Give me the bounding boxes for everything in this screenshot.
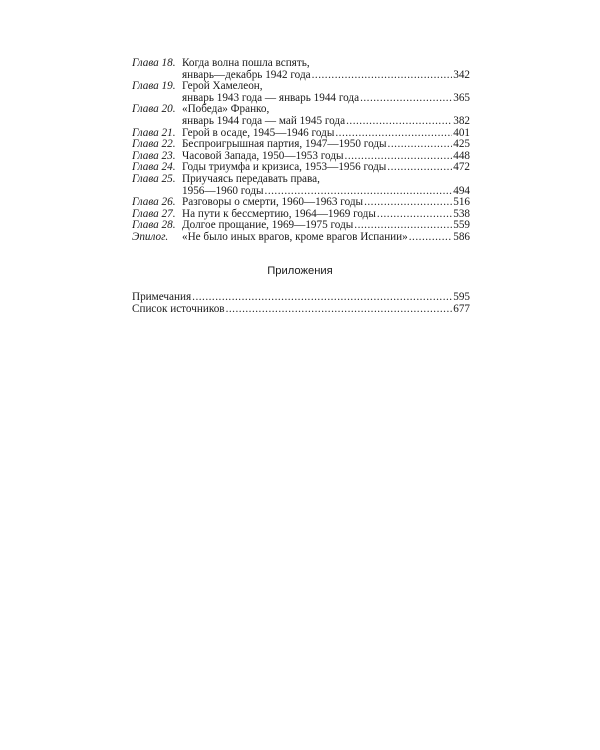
chapter-label: Глава 19. bbox=[132, 80, 176, 93]
chapter-label: Глава 18. bbox=[132, 57, 176, 69]
page-number: 425 bbox=[453, 138, 470, 151]
page-number: 516 bbox=[453, 196, 470, 209]
chapter-title-line: Годы триумфа и кризиса, 1953—1956 годы bbox=[182, 161, 387, 174]
dot-leader bbox=[226, 304, 453, 316]
page-number: 494 bbox=[453, 184, 470, 197]
dot-leader bbox=[409, 232, 452, 244]
chapter-label: Глава 25. bbox=[132, 172, 176, 185]
chapter-title-line: Часовой Запада, 1950—1953 годы bbox=[182, 149, 344, 162]
page-number: 677 bbox=[453, 302, 470, 315]
appendix-heading: Приложения bbox=[267, 265, 333, 277]
chapter-label: Глава 20. bbox=[132, 103, 176, 116]
appendix-item bbox=[132, 292, 470, 304]
toc-entry-25 bbox=[132, 174, 470, 197]
appendix-item-text: Список источников bbox=[132, 302, 225, 315]
dot-leader bbox=[387, 162, 452, 174]
toc-entry-20 bbox=[132, 104, 470, 127]
toc-entry-18 bbox=[132, 58, 470, 81]
page-number: 342 bbox=[453, 68, 470, 81]
chapter-text bbox=[182, 174, 470, 197]
dot-leader bbox=[192, 292, 452, 304]
chapter-text bbox=[182, 139, 470, 151]
dot-leader bbox=[364, 197, 452, 209]
chapter-title-line: Герой в осаде, 1945—1946 годы bbox=[182, 126, 335, 139]
chapter-title-line: январь 1944 года — май 1945 года bbox=[182, 114, 346, 127]
chapter-title-line: Беспроигрышная партия, 1947—1950 годы bbox=[182, 138, 387, 151]
dot-leader bbox=[312, 70, 453, 82]
dot-leader bbox=[388, 139, 453, 151]
page-number: 401 bbox=[453, 126, 470, 139]
chapter-label: Глава 23. bbox=[132, 149, 176, 162]
chapter-text bbox=[182, 58, 470, 81]
dot-leader bbox=[360, 93, 452, 105]
page-number: 472 bbox=[453, 161, 470, 174]
chapter-title-line: Приучаясь передавать права, bbox=[182, 172, 320, 185]
chapter-title-line: Долгое прощание, 1969—1975 годы bbox=[182, 219, 354, 232]
page-number: 586 bbox=[453, 230, 470, 243]
toc-entry-epilogue bbox=[132, 232, 470, 244]
dot-leader bbox=[377, 209, 452, 221]
chapter-text bbox=[182, 232, 470, 244]
chapter-text bbox=[182, 104, 470, 127]
toc-entry-22 bbox=[132, 139, 470, 151]
chapter-title-line: Когда волна пошла вспять, bbox=[182, 57, 310, 69]
chapter-label: Глава 27. bbox=[132, 207, 176, 220]
page-number: 382 bbox=[453, 114, 470, 127]
chapter-label: Эпилог. bbox=[132, 230, 169, 243]
page-number: 448 bbox=[453, 149, 470, 162]
chapter-text bbox=[182, 81, 470, 104]
chapter-text bbox=[182, 197, 470, 209]
page-number: 559 bbox=[453, 219, 470, 232]
dot-leader bbox=[346, 116, 452, 128]
chapter-label: Глава 28. bbox=[132, 219, 176, 232]
appendix-item-text: Примечания bbox=[132, 291, 192, 303]
page-number: 595 bbox=[453, 291, 470, 303]
chapter-label: Глава 21. bbox=[132, 126, 176, 139]
chapter-title-line: «Победа» Франко, bbox=[182, 103, 270, 116]
chapter-label: Глава 22. bbox=[132, 138, 176, 151]
toc-entry-19 bbox=[132, 81, 470, 104]
chapter-title-line: «Не было иных врагов, кроме врагов Испании» bbox=[182, 230, 408, 243]
page-number: 365 bbox=[453, 91, 470, 104]
chapter-label: Глава 26. bbox=[132, 196, 176, 209]
chapter-title-line: На пути к бессмертию, 1964—1969 годы bbox=[182, 207, 376, 220]
chapter-title-line: Разговоры о смерти, 1960—1963 годы bbox=[182, 196, 364, 209]
chapter-title-line: январь 1943 года — январь 1944 года bbox=[182, 91, 360, 104]
chapter-label: Глава 24. bbox=[132, 161, 176, 174]
chapter-title-line: Герой Хамелеон, bbox=[182, 80, 263, 93]
table-of-contents bbox=[132, 58, 470, 244]
chapter-title-line: январь—декабрь 1942 года bbox=[182, 68, 311, 81]
chapter-title-line: 1956—1960 годы bbox=[182, 184, 264, 197]
toc-entry-26 bbox=[132, 197, 470, 209]
page-number: 538 bbox=[453, 207, 470, 220]
appendix-list bbox=[132, 292, 470, 315]
appendix-item bbox=[132, 304, 470, 316]
